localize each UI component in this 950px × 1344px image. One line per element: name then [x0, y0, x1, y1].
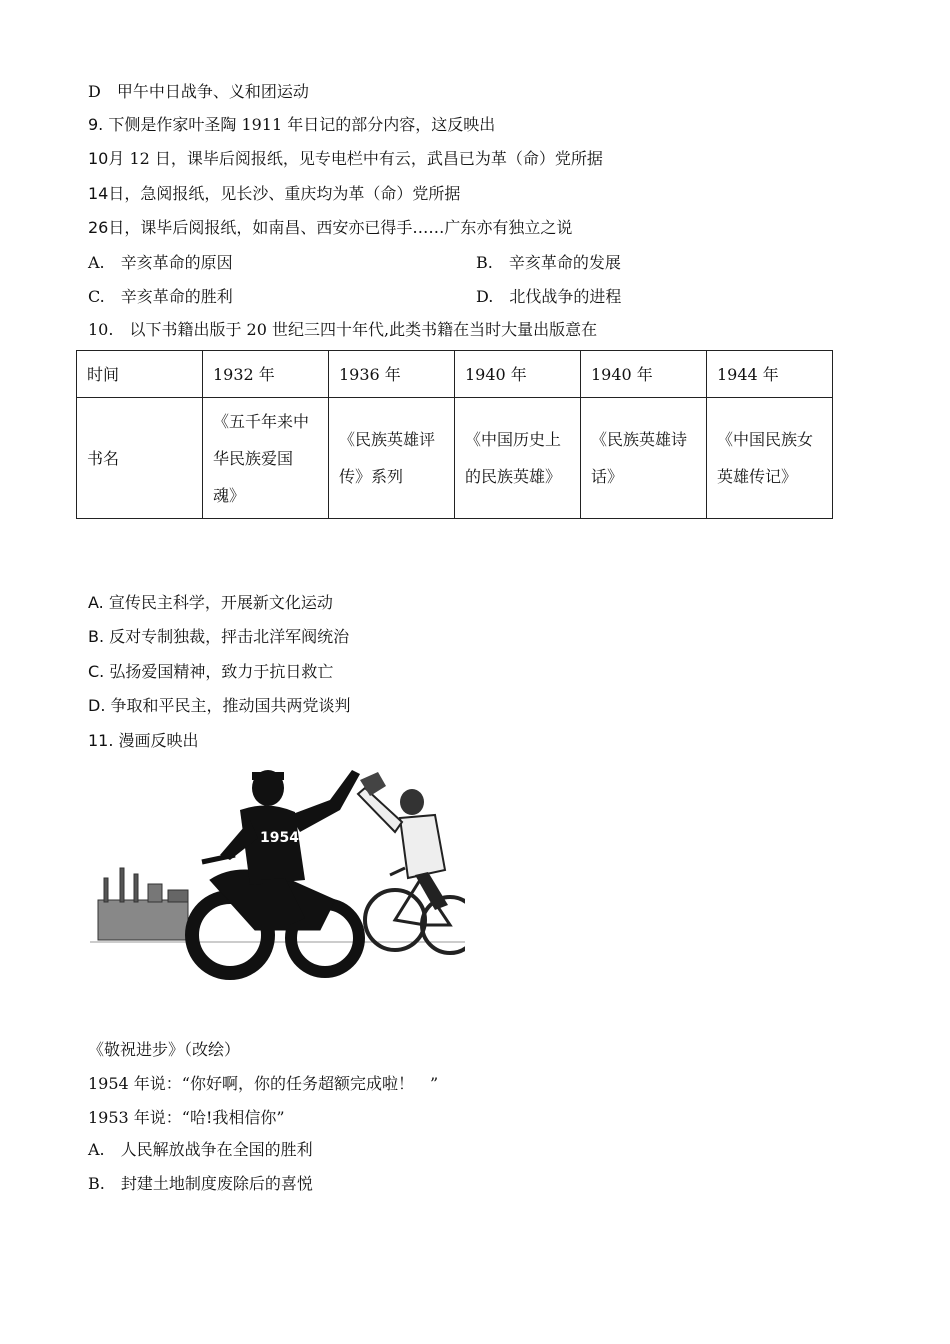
book-line: 魂》	[213, 485, 246, 505]
q11-option-a: A. 人民解放战争在全国的胜利	[88, 1140, 313, 1159]
q10-option-a	[88, 593, 333, 613]
q10-option-b	[88, 627, 349, 647]
q9-diary-3-text: 日，课毕后阅报纸，如南昌、西安亦已得手……广东亦有独立之说	[108, 218, 573, 237]
table-cell-year: 1940 年	[581, 351, 707, 398]
book-line: 《中国民族女	[717, 430, 814, 449]
q9-diary-line-1	[88, 149, 603, 169]
book-line: 《中国历史上	[465, 430, 562, 449]
option-label: B.	[88, 627, 105, 646]
table-cell-year: 1944 年	[707, 351, 833, 398]
table-row-title	[77, 398, 833, 519]
q11-stem-text: 漫画反映出	[118, 731, 199, 750]
q9-diary-line-2	[88, 184, 460, 204]
q9-diary-1-number: 10	[88, 149, 109, 168]
table-cell-year: 1936 年	[329, 351, 455, 398]
q10-stem: 10. 以下书籍出版于 20 世纪三四十年代,此类书籍在当时大量出版意在	[88, 320, 598, 339]
table-cell-year: 1940 年	[455, 351, 581, 398]
option-text: 宣传民主科学，开展新文化运动	[108, 593, 333, 612]
option-label: D.	[88, 696, 106, 715]
option-text: 弘扬爱国精神，致力于抗日救亡	[109, 662, 334, 681]
option-label: A.	[88, 593, 104, 612]
q9-diary-2-number: 14	[88, 184, 109, 203]
q9-stem	[88, 115, 495, 135]
q9-option-a: A. 辛亥革命的原因	[88, 253, 233, 272]
bicycle	[365, 868, 465, 953]
q9-option-d: D. 北伐战争的进程	[476, 287, 622, 306]
q11-stem	[88, 731, 199, 751]
table-cell-book	[707, 398, 833, 519]
table-cell-book	[581, 398, 707, 519]
q9-diary-3-number: 26	[88, 218, 109, 237]
table-header-title: 书名	[77, 398, 203, 519]
books-table	[76, 350, 833, 519]
q9-number: 9.	[88, 115, 104, 134]
q11-number: 11.	[88, 731, 114, 750]
q11-option-b: B. 封建土地制度废除后的喜悦	[88, 1174, 313, 1193]
q9-option-b: B. 辛亥革命的发展	[476, 253, 621, 272]
book-line: 英雄传记》	[717, 467, 798, 486]
book-line: 传》系列	[339, 467, 404, 486]
q9-stem-text: 下侧是作家叶圣陶 1911 年日记的部分内容，这反映出	[108, 115, 496, 134]
table-row-time	[77, 351, 833, 398]
q9-diary-2-text: 日，急阅报纸，见长沙、重庆均为革（命）党所据	[108, 184, 461, 203]
book-line: 华民族爱国	[213, 448, 294, 468]
q9-diary-line-3	[88, 218, 572, 238]
q10-option-c	[88, 662, 333, 682]
cartoon-illustration	[90, 760, 465, 990]
option-text: 反对专制独裁，抨击北洋军阀统治	[109, 627, 350, 646]
table-header-time: 时间	[77, 351, 203, 398]
jersey-number: 1954	[260, 830, 299, 846]
table-cell-book	[329, 398, 455, 519]
table-cell-book	[455, 398, 581, 519]
book-line: 《民族英雄评	[339, 430, 436, 449]
q9-diary-1-text: 月 12 日，课毕后阅报纸，见专电栏中有云，武昌已为革（命）党所据	[108, 149, 603, 168]
book-line: 《五千年来中	[213, 411, 310, 431]
cartoon-caption: 《敬祝进步》（改绘）	[88, 1040, 241, 1059]
table-cell-book	[203, 398, 329, 519]
option-label: C.	[88, 662, 105, 681]
book-line: 《民族英雄诗	[591, 430, 688, 449]
prev-option-d: D 甲午中日战争、义和团运动	[88, 82, 309, 101]
quote-1954: 1954 年说：“你好啊，你的任务超额完成啦！ ”	[88, 1074, 439, 1093]
q10-option-d	[88, 696, 351, 716]
book-line: 话》	[591, 467, 624, 486]
option-text: 争取和平民主，推动国共两党谈判	[110, 696, 351, 715]
quote-1953: 1953 年说：“哈!我相信你”	[88, 1108, 285, 1127]
q9-option-c: C. 辛亥革命的胜利	[88, 287, 233, 306]
table-cell-year: 1932 年	[203, 351, 329, 398]
book-line: 的民族英雄》	[465, 467, 562, 486]
